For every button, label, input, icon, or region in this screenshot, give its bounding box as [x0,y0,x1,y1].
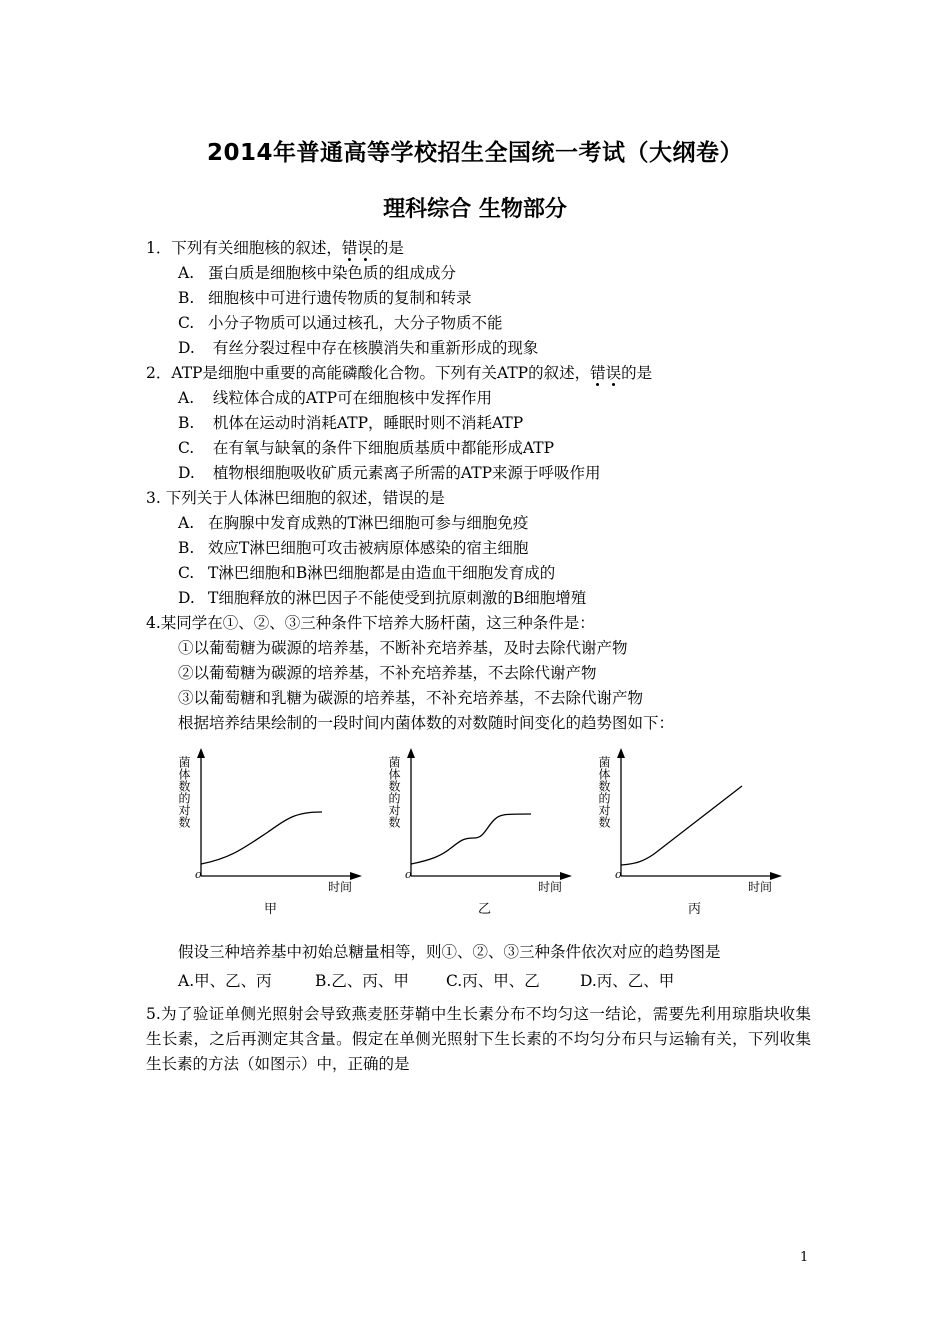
chart-jia-xlabel: 时间 [328,880,353,894]
q4-option-d: D.丙、乙、甲 [580,972,675,990]
chart-bing-y-arrow [617,748,625,758]
chart-jia-curve [201,812,322,864]
chart-yi-title: 乙 [478,902,492,917]
q4-lead: 根据培养结果绘制的一段时间内菌体数的对数随时间变化的趋势图如下： [178,714,675,732]
q3-stem: 3. 下列关于人体淋巴细胞的叙述，错误的是 [146,489,445,507]
q4-option-c: C.丙、甲、乙 [446,972,540,990]
chart-bing-svg [596,748,786,888]
chart-bing-xlabel: 时间 [748,880,773,894]
chart-bing-ylabel: 菌体数的对数 [597,756,611,828]
chart-yi-svg [386,748,576,888]
q4-condition-1: ①以葡萄糖为碳源的培养基，不断补充培养基，及时去除代谢产物 [178,639,628,657]
q3-option-d: D. T细胞释放的淋巴因子不能使受到抗原刺激的B细胞增殖 [178,589,587,607]
page-number: 1 [800,1250,809,1265]
q2-stem: 2．ATP是细胞中重要的高能磷酸化合物。下列有关ATP的叙述，错误的是 [146,364,653,382]
q3-option-a: A. 在胸腺中发育成熟的T淋巴细胞可参与细胞免疫 [178,514,529,532]
q1-option-c: C. 小分子物质可以通过核孔，大分子物质不能 [178,314,503,332]
q5-text: 5.为了验证单侧光照射会导致燕麦胚芽鞘中生长素分布不均匀这一结论，需要先利用琼脂块收集生长素，之后再测定其含量。假定在单侧光照射下生长素的不均匀分布只与运输有关，下列收集生长素的方法（如图示）中，正确的是 [146,1005,811,1073]
chart-bing-title: 丙 [688,902,702,917]
page-title: 2014年普通高等学校招生全国统一考试（大纲卷） [206,140,743,166]
q3-option-c: C. T淋巴细胞和B淋巴细胞都是由造血干细胞发育成的 [178,564,556,582]
q2-option-b: B. 机体在运动时消耗ATP，睡眠时则不消耗ATP [178,414,524,432]
q4-option-b: B.乙、丙、甲 [315,972,409,990]
q1-stem: 1．下列有关细胞核的叙述，错误的是 [146,239,404,257]
chart-jia-svg [176,748,366,888]
chart-yi-y-arrow [407,748,415,758]
chart-jia-y-arrow [197,748,205,758]
q3-option-b: B. 效应T淋巴细胞可攻击被病原体感染的宿主细胞 [178,539,529,557]
q4-option-a: A.甲、乙、丙 [178,972,272,990]
q4-stem: 4.某同学在①、②、③三种条件下培养大肠杆菌，这三种条件是： [146,614,595,632]
chart-yi-xlabel: 时间 [538,880,563,894]
chart-jia-title: 甲 [264,902,278,917]
q1-option-a: A. 蛋白质是细胞核中染色质的组成成分 [178,264,457,282]
chart-yi-curve [411,814,531,864]
chart-bing-origin: o [615,868,622,881]
chart-yi [386,748,576,918]
q4-question: 假设三种培养基中初始总糖量相等，则①、②、③三种条件依次对应的趋势图是 [178,943,721,961]
q1-option-d: D. 有丝分裂过程中存在核膜消失和重新形成的现象 [178,339,539,357]
chart-jia-ylabel: 菌体数的对数 [177,756,191,828]
chart-bing [596,748,786,918]
chart-yi-ylabel: 菌体数的对数 [387,756,401,828]
chart-jia [176,748,366,918]
chart-jia-origin: o [195,868,202,881]
q4-condition-2: ②以葡萄糖为碳源的培养基，不补充培养基，不去除代谢产物 [178,664,597,682]
chart-yi-origin: o [405,868,412,881]
page-subtitle: 理科综合 生物部分 [383,197,567,222]
q2-option-a: A. 线粒体合成的ATP可在细胞核中发挥作用 [178,389,493,407]
q2-option-d: D. 植物根细胞吸收矿质元素离子所需的ATP来源于呼吸作用 [178,464,601,482]
q2-option-c: C. 在有氧与缺氧的条件下细胞质基质中都能形成ATP [178,439,555,457]
chart-bing-curve [621,786,742,865]
q4-condition-3: ③以葡萄糖和乳糖为碳源的培养基，不补充培养基，不去除代谢产物 [178,689,644,707]
q1-option-b: B. 细胞核中可进行遗传物质的复制和转录 [178,289,472,307]
